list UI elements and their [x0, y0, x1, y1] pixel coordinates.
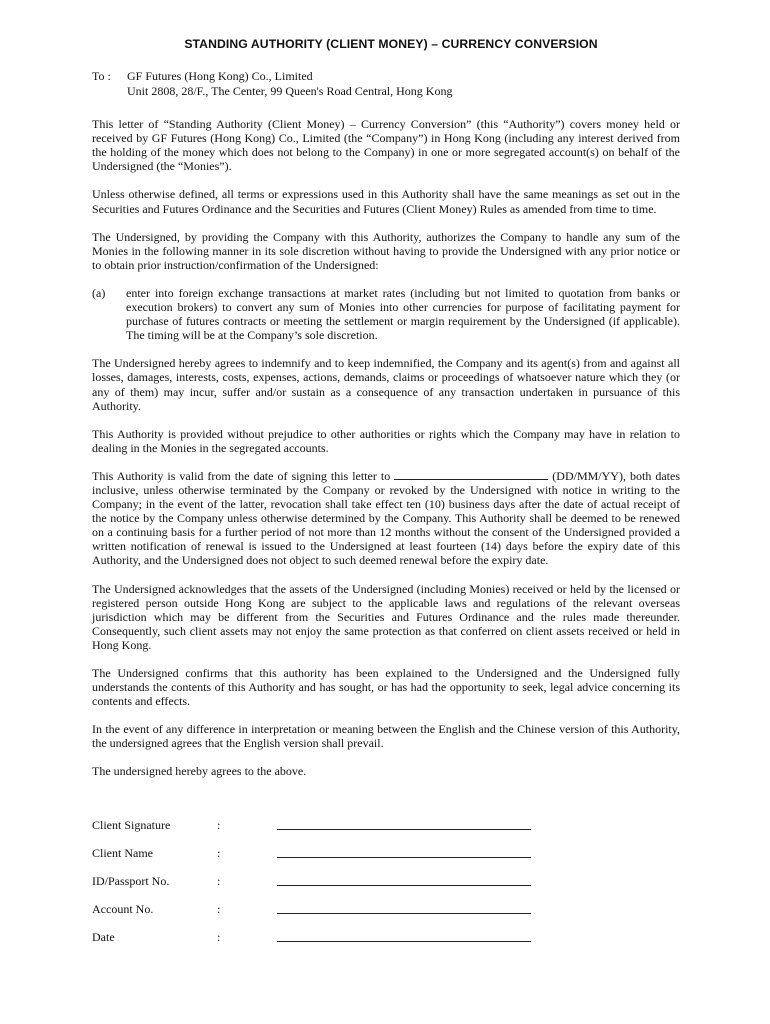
expiry-date-blank[interactable]: [394, 469, 548, 480]
field-label: Date: [92, 930, 115, 945]
field-colon: :: [217, 818, 221, 833]
field-colon: :: [217, 902, 221, 917]
signature-row: [92, 833, 680, 861]
paragraph-overseas-assets: The Undersigned acknowledges that the assets of the Undersigned (including Monies) received or held by the licensed or registered person outside Hong Kong are subject to the applicable laws and regulations of the relevant overseas jurisdiction which may be different from the Securities and Futures Ordinance and the rules made thereunder. Consequently, such client assets may not enjoy the same protection as that conferred on client assets received or held in Hong Kong.: [92, 581, 680, 652]
paragraph-definitions: Unless otherwise defined, all terms or expressions used in this Authority shall have the same meanings as set out in the Securities and Futures Ordinance and the Securities and Futures (Client Money) Rules as amended from time to time.: [92, 187, 680, 216]
paragraph-confirmation: The Undersigned confirms that this authority has been explained to the Undersigned and the Undersigned fully understands the contents of this Authority and has sought, or has had the opportunity to seek, legal advice concerning its contents and effects.: [92, 666, 680, 709]
addressee-address: Unit 2808, 28/F., The Center, 99 Queen's Road Central, Hong Kong: [127, 84, 453, 99]
paragraph-scope: This letter of “Standing Authority (Client Money) – Currency Conversion” (this “Authority”) covers money held or received by GF Futures (Hong Kong) Co., Limited (the “Company”) in Hong Kong (including any interest derived from the holding of the money which does not belong to the Company) in one or more segregated account(s) on behalf of the Undersigned (the “Monies”).: [92, 117, 680, 174]
account-number-line[interactable]: [277, 901, 531, 914]
field-label: Client Name: [92, 846, 153, 861]
list-item-a: [92, 286, 680, 342]
field-label: ID/Passport No.: [92, 874, 170, 889]
to-label: To :: [92, 69, 111, 84]
paragraph-indemnity: The Undersigned hereby agrees to indemnify and to keep indemnified, the Company and its agent(s) from and against all losses, damages, interests, costs, expenses, actions, demands, claims or proceedings of whatsoever nature which they (or any of them) may incur, suffer and/or sustain as a consequence of any transaction undertaken in pursuance of this Authority.: [92, 356, 680, 413]
field-colon: :: [217, 874, 221, 889]
client-signature-line[interactable]: [277, 817, 531, 830]
signature-row: [92, 861, 680, 889]
paragraph-validity: [92, 469, 680, 568]
list-item-marker: (a): [92, 285, 106, 300]
signature-row: [92, 889, 680, 917]
client-name-line[interactable]: [277, 845, 531, 858]
paragraph-language: In the event of any difference in interpretation or meaning between the English and the Chinese version of this Authority, the undersigned agrees that the English version shall prevail.: [92, 722, 680, 751]
addressee-lines: [127, 69, 452, 99]
validity-text-start: This Authority is valid from the date of signing this letter to: [92, 468, 395, 483]
signature-row: [92, 805, 680, 833]
id-passport-line[interactable]: [277, 873, 531, 886]
paragraph-prejudice: This Authority is provided without prejudice to other authorities or rights which the Company may have in relation to dealing in the Monies in the segregated accounts.: [92, 426, 680, 455]
field-colon: :: [217, 930, 221, 945]
document-title: STANDING AUTHORITY (CLIENT MONEY) – CURRENCY CONVERSION: [184, 37, 598, 51]
addressee-name: GF Futures (Hong Kong) Co., Limited: [127, 69, 313, 84]
field-label: Client Signature: [92, 818, 171, 833]
paragraph-agreement: The undersigned hereby agrees to the above.: [92, 764, 307, 779]
validity-text-rest: (DD/MM/YY), both dates inclusive, unless otherwise terminated by the Company or revoked by the Undersigned with notice in writing to the Company; in the event of the latter, revocation shall take effect ten (10) business days after the date of actual receipt of the notice by the Company unless otherwise determined by the Company. This Authority shall be deemed to be renewed on a continuing basis for a further period of not more than 12 months without the consent of the Undersigned provided a written notification of renewal is issued to the Undersigned at least fourteen (14) days before the expiry date of this Authority, and the Undersigned does not object to such deemed renewal before the expiry date.: [92, 468, 680, 568]
field-label: Account No.: [92, 902, 154, 917]
signature-row: [92, 917, 680, 945]
paragraph-authorization: The Undersigned, by providing the Company with this Authority, authorizes the Company to handle any sum of the Monies in the following manner in its sole discretion without having to provide the Undersigned with any prior notice or to obtain prior instruction/confirmation of the Undersigned:: [92, 229, 680, 272]
list-item-text: enter into foreign exchange transactions at market rates (including but not limited to quotation from banks or execution brokers) to convert any sum of Monies into other currencies for purpose of facilitating payment for purchase of futures contracts or meeting the settlement or margin requirement by the Undersigned (if applicable). The timing will be at the Company’s sole discretion.: [126, 285, 680, 343]
field-colon: :: [217, 846, 221, 861]
addressee-block: [92, 69, 680, 99]
date-line[interactable]: [277, 929, 531, 942]
signature-block: [92, 805, 680, 945]
